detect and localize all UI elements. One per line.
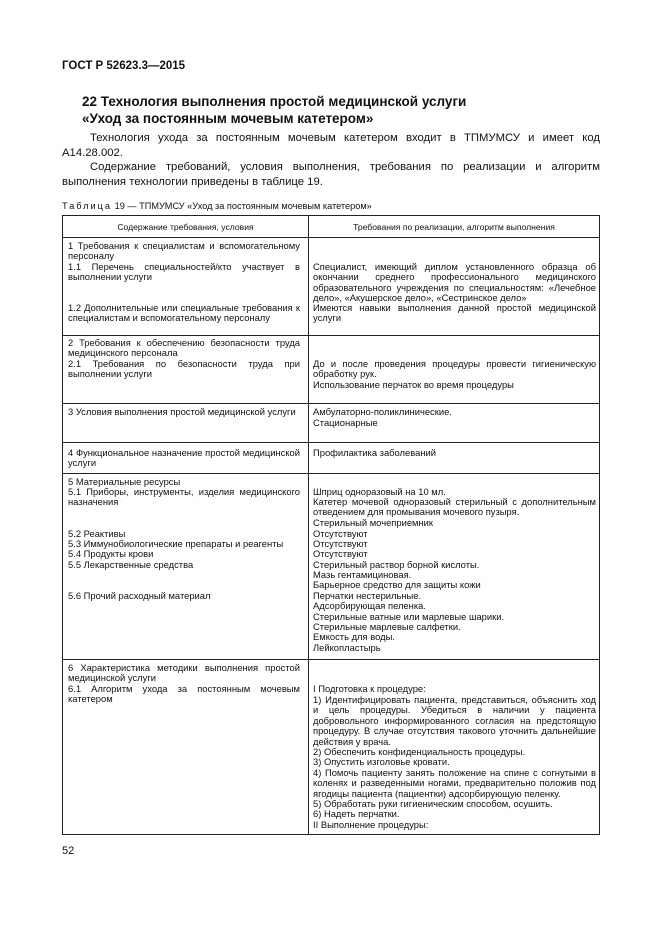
page-number: 52 <box>62 845 75 857</box>
row5-value: Стерильный мочеприемник <box>313 517 433 528</box>
row1-value-skills: Имеются навыки выполнения данной простой медицинской услуги <box>313 302 596 324</box>
row1-item-1-1: 1.1 Перечень специальностей/кто участвует в выполнении услуги <box>68 261 300 283</box>
row5-value: Барьерное средство для защиты кожи <box>313 579 481 590</box>
row6-step: 5) Обработать руки гигиеническим способом, осушить. <box>313 798 553 809</box>
row2-item-2-1: 2.1 Требования по безопасности труда при выполнении услуги <box>68 358 300 380</box>
row-divider <box>63 473 599 474</box>
row5-value: Шприц одноразовый на 10 мл. <box>313 486 446 497</box>
requirements-table <box>62 215 600 835</box>
row6-item-6-1: 6.1 Алгоритм ухода за постоянным мочевым катетером <box>68 683 300 705</box>
section-title-line-1: 22 Технология выполнения простой медицинской услуги <box>82 94 467 109</box>
row3-heading: 3 Условия выполнения простой медицинской услуги <box>68 406 296 417</box>
row-divider <box>63 659 599 660</box>
row5-item-5-6: 5.6 Прочий расходный материал <box>68 590 211 601</box>
row5-value: Перчатки нестерильные. <box>313 590 422 601</box>
column-header-implementation: Требования по реализации, алгоритм выполнения <box>353 222 555 232</box>
column-divider <box>308 216 309 834</box>
intro-paragraph-2: Содержание требований, условия выполнения, требования по реализации и алгоритм выполнения технологии приведены в таблице 19. <box>62 161 600 188</box>
intro-paragraph-1: Технология ухода за постоянным мочевым катетером входит в ТПМУМСУ и имеет код А14.28.002. <box>62 132 600 159</box>
row6-heading: 6 Характеристика методики выполнения простой медицинской услуги <box>68 662 300 684</box>
row1-heading: 1 Требования к специалистам и вспомогательному персоналу <box>68 240 300 262</box>
row6-step: 1) Идентифицировать пациента, представиться, объяснить ход и цель процедуры. Убедиться в наличии у пациента добровольного информированного согласия на предстоящую процедуру. В случае отсутствия такового уточнить дальнейшие действия у врача. <box>313 694 596 747</box>
row5-value: Стерильные марлевые салфетки. <box>313 621 461 632</box>
row6-step: 3) Опустить изголовье кровати. <box>313 756 450 767</box>
row5-item-5-3: 5.3 Иммунобиологические препараты и реагенты <box>68 538 284 549</box>
row4-value-prevention: Профилактика заболеваний <box>313 447 436 458</box>
row5-value: Мазь гентамициновая. <box>313 569 412 580</box>
row3-value-inpatient: Стационарные <box>313 417 378 428</box>
row-divider <box>63 403 599 404</box>
document-code: ГОСТ Р 52623.3—2015 <box>62 60 186 72</box>
row5-value: Адсорбирующая пеленка. <box>313 600 426 611</box>
row4-heading: 4 Функциональное назначение простой медицинской услуги <box>68 447 300 469</box>
row3-value-outpatient: Амбулаторно-поликлинические. <box>313 406 452 417</box>
row5-item-5-2: 5.2 Реактивы <box>68 528 126 539</box>
row5-value: Катетер мочевой одноразовый стерильный с дополнительным отведением для промывания мочевого пузыря. <box>313 496 596 518</box>
row5-item-5-1: 5.1 Приборы, инструменты, изделия медицинского назначения <box>68 486 300 508</box>
row5-value: Емкость для воды. <box>313 631 395 642</box>
row2-value-hygiene: До и после проведения процедуры провести гигиеническую обработку рук. <box>313 358 596 380</box>
column-header-conditions: Содержание требования, условия <box>117 222 254 232</box>
row6-step: 2) Обеспечить конфиденциальность процедуры. <box>313 746 526 757</box>
row6-step: I Подготовка к процедуре: <box>313 683 426 694</box>
table-caption-prefix: Таблица <box>62 201 113 211</box>
row5-value: Лейкопластырь <box>313 642 381 653</box>
row5-value: Отсутствуют <box>313 548 368 559</box>
row2-heading: 2 Требования к обеспечению безопасности труда медицинского персонала <box>68 337 300 359</box>
row-divider <box>63 442 599 443</box>
section-title-line-2: «Уход за постоянным мочевым катетером» <box>82 111 374 126</box>
row5-heading: 5 Материальные ресурсы <box>68 476 181 487</box>
row6-step: 4) Помочь пациенту занять положение на спине с согнутыми в коленях и разведенными ногами, предварительно положив под ягодицы пациента (пациентки) адсорбирующую пеленку. <box>313 767 596 799</box>
section-title <box>82 93 602 127</box>
row6-step: II Выполнение процедуры: <box>313 819 429 830</box>
table-caption-text: 19 — ТПМУМСУ «Уход за постоянным мочевым катетером» <box>114 201 372 211</box>
row1-value-specialist: Специалист, имеющий диплом установленного образца об окончании среднего профессионального медицинского образовательного учреждения по специальностям: «Лечебное дело», «Акушерское дело», «Сестринское дело» <box>313 261 596 304</box>
row1-item-1-2: 1.2 Дополнительные или специальные требования к специалистам и вспомогательному персоналу <box>68 302 300 324</box>
row5-value: Стерильные ватные или марлевые шарики. <box>313 611 505 622</box>
row5-value: Стерильный раствор борной кислоты. <box>313 559 480 570</box>
row5-item-5-4: 5.4 Продукты крови <box>68 548 154 559</box>
row-divider <box>63 335 599 336</box>
row5-value: Отсутствуют <box>313 538 368 549</box>
table-caption <box>62 201 372 211</box>
row6-step: 6) Надеть перчатки. <box>313 808 400 819</box>
row2-value-gloves: Использование перчаток во время процедуры <box>313 379 514 390</box>
row5-value: Отсутствуют <box>313 528 368 539</box>
row-divider <box>63 237 599 238</box>
row5-item-5-5: 5.5 Лекарственные средства <box>68 559 194 570</box>
